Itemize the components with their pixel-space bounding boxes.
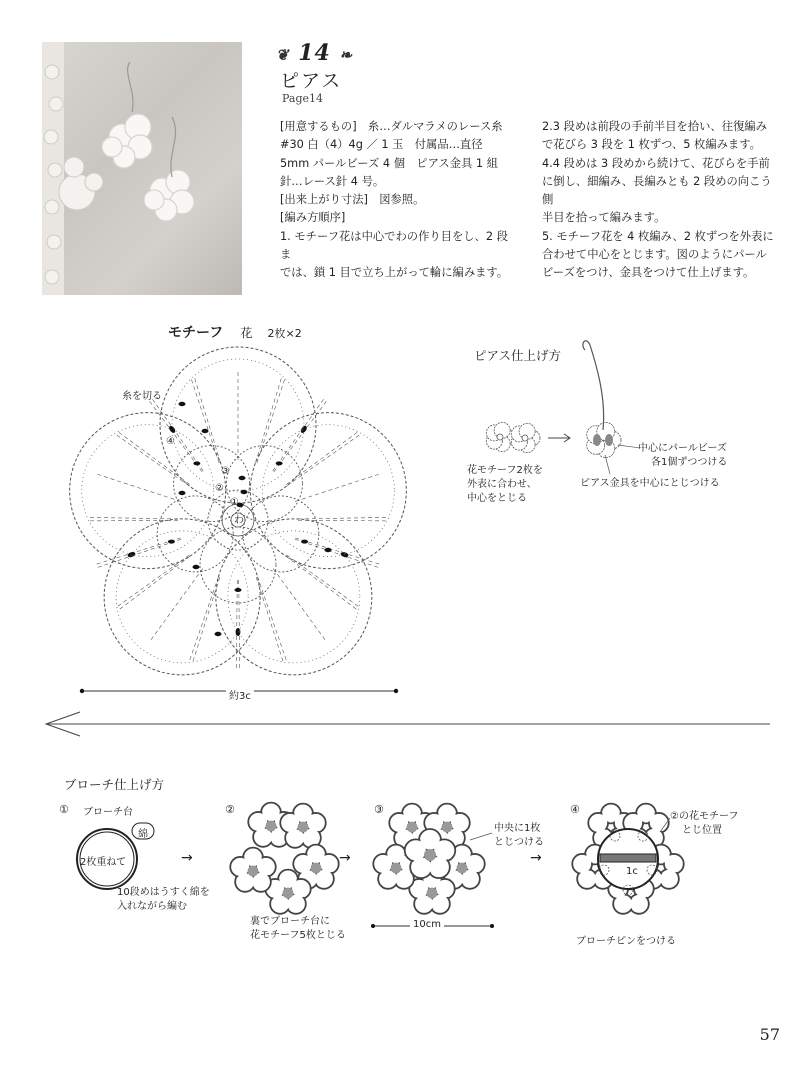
brooch-flower-center	[266, 821, 277, 832]
brooch-flower-fill	[435, 841, 454, 860]
slip-stitch-mark	[325, 548, 332, 552]
stitch-line	[287, 555, 360, 607]
stitch-line	[287, 434, 361, 486]
leader-line	[618, 445, 640, 448]
instruction-line: [編み方順序]	[280, 211, 346, 225]
brooch-flower-fill	[650, 814, 667, 831]
instruction-line: 5mm パールビーズ 4 個 ピアス金具 1 組	[280, 156, 498, 170]
earring-right-note	[638, 442, 727, 470]
note-line: とじ位置	[682, 825, 722, 836]
cotton-label: 綿	[138, 829, 148, 840]
leader-line	[605, 455, 610, 474]
stitch-line	[117, 431, 190, 484]
stitch-line	[286, 556, 358, 610]
stitch-line	[239, 580, 240, 670]
pearl-bead	[605, 434, 613, 446]
brooch-flower-fill	[282, 814, 299, 831]
instruction-line: [用意するもの] 糸…ダルマラメのレース糸	[280, 120, 503, 133]
stitch-line	[298, 517, 388, 519]
brooch-flower-fill	[250, 813, 267, 830]
step1-label: ブローチ台	[83, 807, 133, 818]
instruction-line: 1. モチーフ花は中心でわの作り目をし、2 段ま	[280, 229, 508, 262]
slip-stitch-mark	[193, 565, 200, 569]
ornament-left-icon: ❦	[276, 46, 290, 64]
instruction-line: 2.3 段めは前段の手前半目を拾い、往復編み	[542, 120, 767, 133]
brooch-flower-fill	[660, 870, 677, 887]
flower-center	[522, 435, 528, 441]
brooch-flower-fill	[295, 855, 312, 872]
instruction-line: で花びら 3 段を 1 枚ずつ、5 枚編みます。	[542, 138, 761, 152]
brooch-flower-fill	[307, 814, 324, 831]
slip-stitch-mark	[202, 429, 209, 433]
leader-line	[470, 833, 492, 840]
stitch-line	[118, 556, 190, 610]
row-label-1: ①	[230, 497, 239, 508]
instruction-line: [出来上がり寸法] 図参照。	[280, 193, 425, 207]
brooch-flower-fill	[630, 895, 647, 912]
stitch-line	[151, 398, 203, 471]
stitch-line	[148, 400, 202, 472]
note-line: ②の花モチーフ	[670, 811, 739, 822]
note-line: 裏でブローチ台に	[250, 916, 330, 927]
section-arrow	[46, 712, 770, 736]
brooch-size-label: 10cm	[410, 919, 444, 930]
note-line: 各1個ずつつける	[651, 457, 728, 468]
earring-bottom-note: ピアス金具を中心にとじつける	[580, 478, 720, 489]
brooch-flower-center	[424, 849, 436, 861]
row-label-2: ②	[215, 483, 224, 494]
earring-left-note	[467, 464, 543, 506]
motif-size-label: 約3c	[226, 687, 254, 702]
brooch-flower-center	[457, 863, 468, 874]
note-line: 花モチーフ2枚を	[467, 465, 543, 476]
slip-stitch-mark	[300, 425, 309, 434]
slip-stitch-mark	[215, 632, 222, 636]
note-line: 中心にパールビーズ	[638, 443, 727, 454]
brooch-flower-fill	[614, 895, 631, 912]
brooch-flower-fill	[406, 841, 425, 860]
note-line: 中心をとじる	[467, 493, 527, 504]
brooch-flower-fill	[257, 858, 274, 875]
step1-number: ①	[59, 803, 69, 816]
motif-count: 2枚×2	[267, 327, 302, 340]
brooch-flower-center	[298, 822, 309, 833]
pattern-title: ピアス	[280, 70, 343, 92]
stitch-line	[189, 577, 218, 662]
stitch-line	[115, 434, 189, 486]
page-number: 57	[759, 1025, 780, 1044]
double-layer-label: 2枚重ねて	[80, 857, 127, 868]
instruction-line: 5. モチーフ花を 4 枚編み、2 枚ずつを外表に	[542, 229, 774, 243]
stitch-line	[236, 580, 237, 670]
brooch-flower-center	[391, 863, 402, 874]
page-reference: Page14	[282, 92, 324, 105]
brooch-flower-center	[248, 866, 259, 877]
step2-note	[250, 915, 346, 943]
step4-note	[670, 810, 738, 838]
brooch-flower-fill	[578, 870, 595, 887]
step-arrow-1: →	[181, 850, 193, 866]
brooch-size-end	[371, 924, 375, 928]
pearl-bead	[593, 434, 601, 446]
note-line: 花モチーフ5枚とじる	[250, 930, 346, 941]
inner-petal	[157, 496, 233, 572]
inner-petal	[243, 496, 319, 572]
pin-size-label: 1c	[626, 866, 638, 877]
stitch-line	[194, 377, 220, 463]
stitch-line	[273, 569, 326, 642]
brooch-flower-fill	[292, 880, 309, 897]
brooch-flower-fill	[375, 855, 392, 872]
brooch-flower-center	[311, 863, 322, 874]
step3-number: ③	[374, 803, 384, 816]
stitch-line	[88, 517, 178, 519]
slip-stitch-mark	[127, 551, 136, 558]
stitch-line	[96, 539, 181, 568]
stitch-line	[298, 520, 388, 521]
stitch-line	[274, 400, 328, 472]
brooch-pin	[600, 854, 656, 862]
slip-stitch-mark	[168, 425, 177, 434]
stitch-line	[273, 398, 325, 471]
slip-stitch-mark	[179, 491, 186, 495]
brooch-flower-fill	[665, 855, 682, 872]
stitch-line	[295, 474, 381, 502]
step2-number: ②	[225, 803, 235, 816]
slip-stitch-mark	[239, 476, 246, 480]
brooch-flower-center	[442, 822, 453, 833]
slip-stitch-mark	[301, 540, 308, 544]
step1-note	[117, 886, 210, 914]
instruction-line: ビーズをつけ、金具をつけて仕上げます。	[542, 266, 755, 280]
note-line: 外表に合わせ、	[467, 479, 537, 490]
slip-stitch-mark	[179, 402, 186, 406]
brooch-flower-center	[407, 822, 418, 833]
brooch-flower-fill	[232, 858, 249, 875]
slip-stitch-mark	[235, 588, 242, 592]
ornament-right-icon: ❧	[339, 46, 354, 64]
note-line: 中央に1枚	[494, 823, 541, 834]
note-line: 10段めはうすく綿を	[117, 887, 210, 898]
row-label-4: ④	[166, 436, 175, 447]
stitch-line	[258, 577, 287, 662]
ring-label: わ	[234, 515, 244, 526]
brooch-flower-center	[427, 888, 438, 899]
instruction-line: #30 白（4）4g ／ 1 玉 付属品…直径	[280, 138, 483, 152]
stitch-line	[256, 377, 282, 463]
instruction-line: 4.4 段めは 3 段めから続けて、花びらを手前	[542, 156, 770, 170]
step4-pin-note: ブローチピンをつける	[576, 936, 676, 947]
cut-thread-label: 糸を切る	[122, 391, 162, 402]
note-line: 入れながら編む	[117, 901, 187, 912]
stitch-line	[95, 474, 181, 502]
stitch-line	[88, 520, 178, 521]
slip-stitch-mark	[193, 461, 200, 465]
note-line: とじつける	[494, 837, 544, 848]
brooch-flower-fill	[590, 814, 607, 831]
instruction-line: 半目を拾って編みます。	[542, 211, 666, 225]
instruction-line: 合わせて中心をとじます。図のようにパール	[542, 248, 767, 262]
pattern-number-text: 14	[298, 40, 331, 66]
step-arrow-3: →	[530, 850, 542, 866]
instruction-line: では、鎖 1 目で立ち上がって輪に編みます。	[280, 266, 509, 280]
instruction-line: 針…レース針 4 号。	[280, 174, 385, 188]
stitch-line	[150, 569, 203, 642]
brooch-flower-fill	[391, 814, 408, 831]
row-label-3: ③	[221, 466, 230, 477]
step-arrow-2: →	[339, 850, 351, 866]
earring-hook	[583, 341, 604, 430]
brooch-flower-fill	[574, 855, 591, 872]
brooch-flower-fill	[320, 855, 337, 872]
brooch-flower-center	[283, 888, 294, 899]
slip-stitch-mark	[168, 540, 175, 544]
instruction-line: に倒し、細編み、長編みとも 2 段めの向こう側	[542, 174, 772, 207]
motif-title: モチーフ	[168, 325, 224, 341]
earring-title: ピアス仕上げ方	[474, 348, 562, 363]
brooch-title: ブローチ仕上げ方	[64, 777, 165, 792]
brooch-flower-fill	[466, 855, 483, 872]
flower-center	[497, 434, 503, 440]
slip-stitch-mark	[241, 490, 248, 494]
motif-subtitle: 花	[240, 326, 253, 340]
step4-number: ④	[570, 803, 580, 816]
step3-note	[494, 822, 544, 850]
slip-stitch-mark	[276, 461, 283, 465]
brooch-size-end	[490, 924, 494, 928]
brooch-flower-fill	[436, 880, 453, 897]
brooch-flower-fill	[451, 814, 468, 831]
